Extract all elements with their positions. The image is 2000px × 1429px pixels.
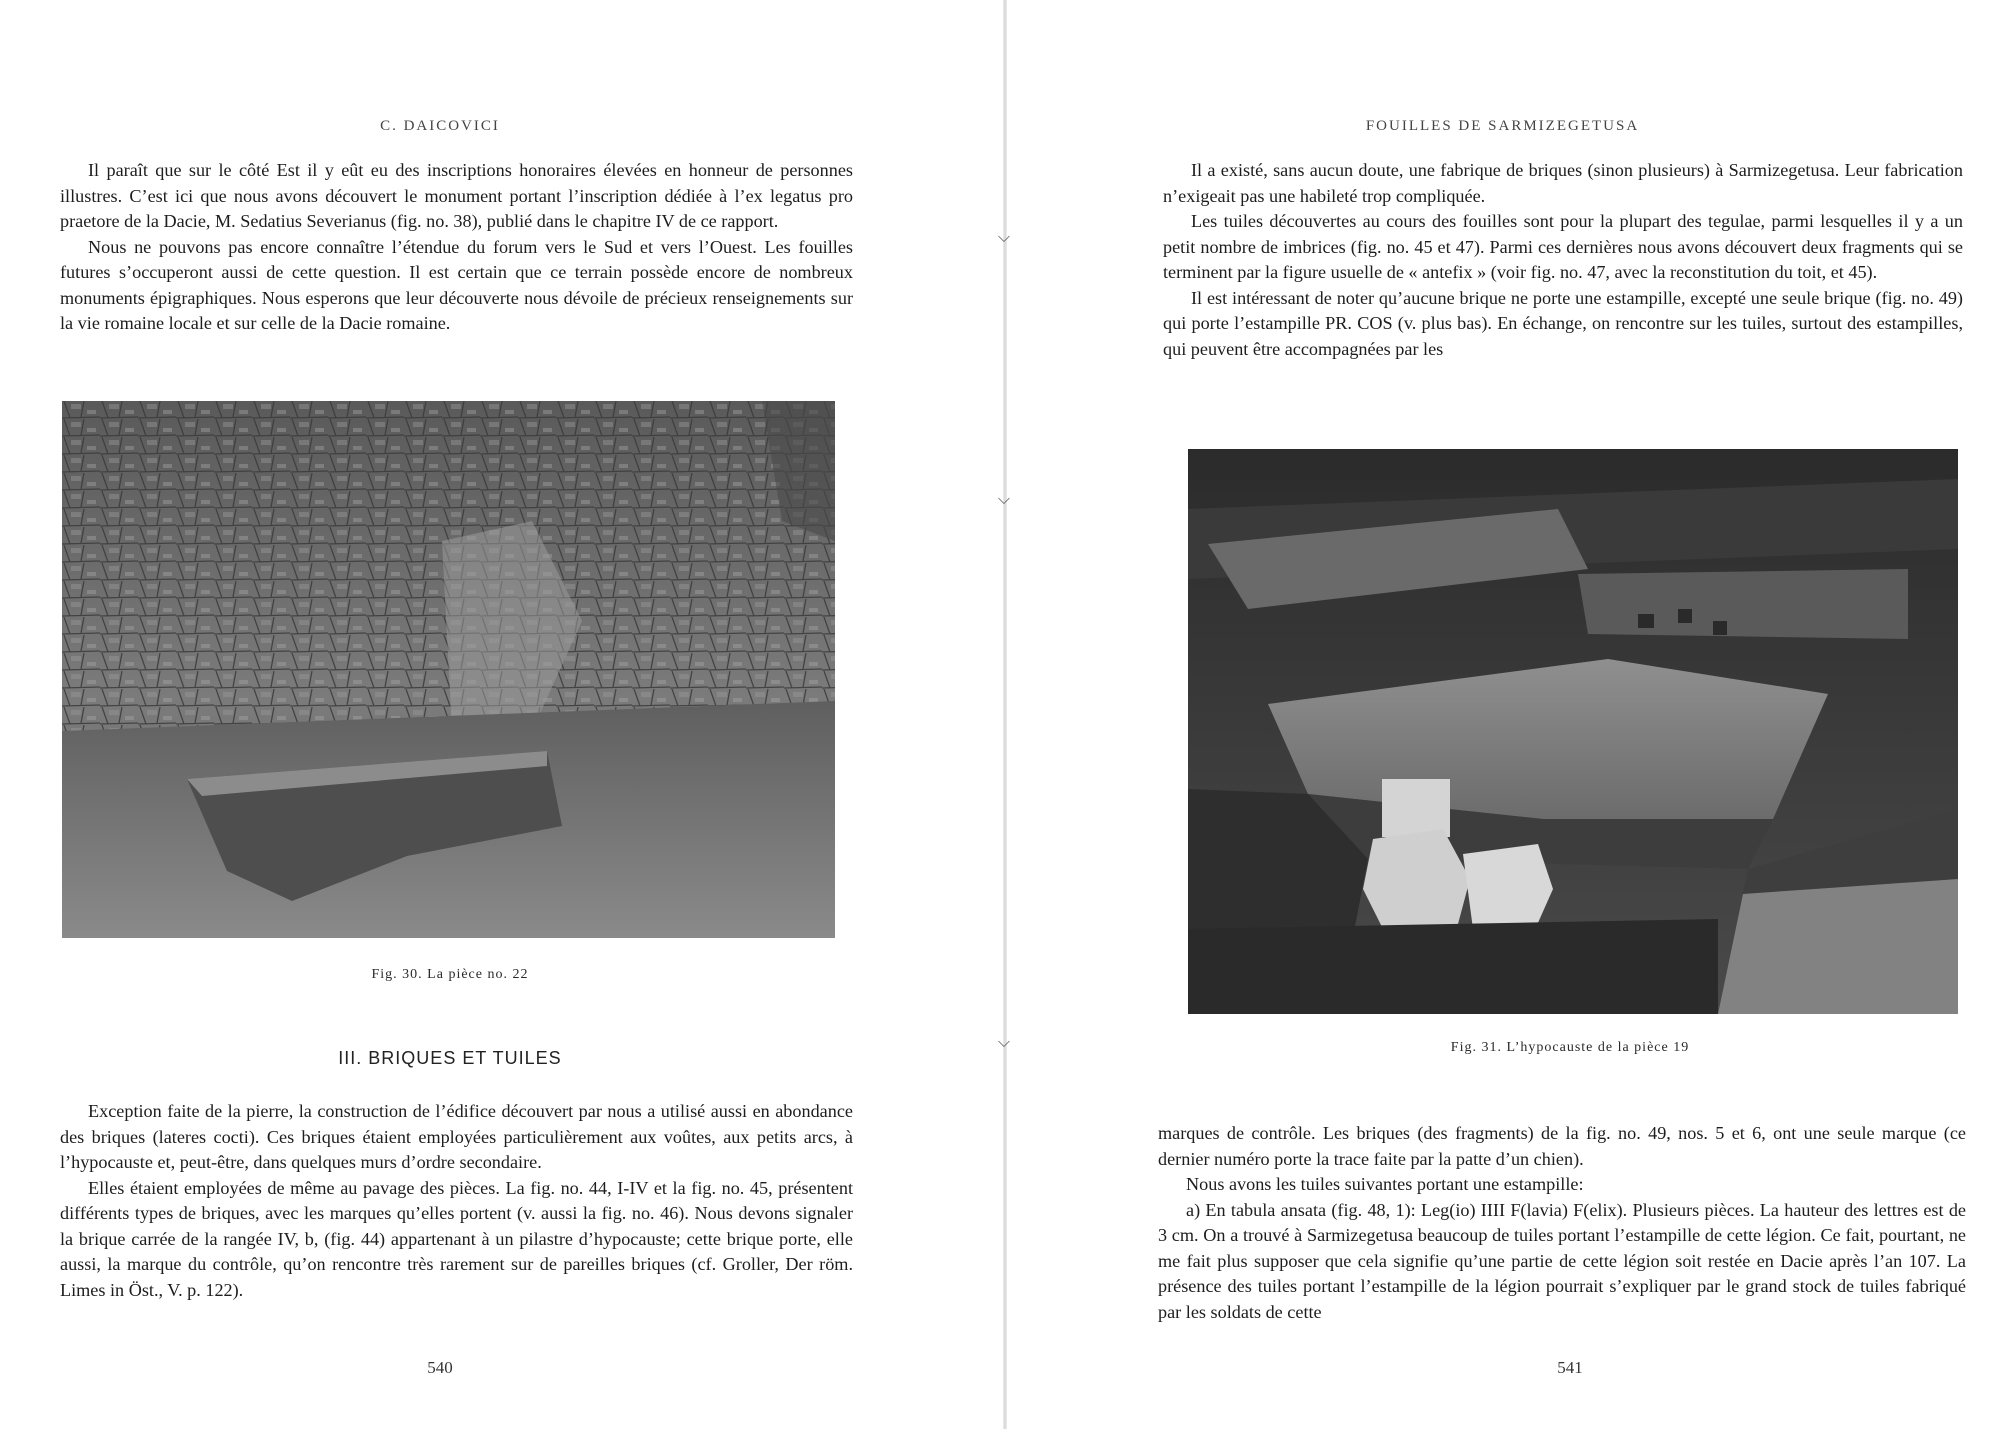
section-heading: III. BRIQUES ET TUILES [338,1048,562,1068]
paragraph: Il a existé, sans aucun doute, une fabrique de briques (sinon plusieurs) à Sarmizegetusa. Leur fabrication n’exigeait pas une habileté trop compliquée. [1163,160,1963,206]
paragraph: Il est intéressant de noter qu’aucune brique ne porte une estampille, excepté une seule brique (fig. no. 49) qui porte l’estampille PR. COS (v. plus bas). En échange, on rencontre sur les tuiles, surtout des estampilles, qui peuvent être accompagnées par les [1163,287,1963,359]
left-text-top [60,158,853,337]
paragraph: Nous avons les tuiles suivantes portant une estampille: [1186,1174,1584,1194]
running-head-right: FOUILLES DE SARMIZEGETUSA [1365,118,1640,134]
paragraph: Elles étaient employées de même au pavage des pièces. La fig. no. 44, I-IV et la fig. no. 45, présentent différents types de briques, avec les marques qu’elles portent (v. aussi la fig. no. 46). Nous devons signaler la brique carrée de la rangée IV, b, (fig. 44) appartenant à un pilastre d’hypocauste; cette brique porte, elle aussi, la marque du contrôle, qu’on rencontre très rarement sur de pareilles briques (cf. Groller, Der röm. Limes in Öst., V. p. 122). [60,1177,853,1300]
right-text-bottom [1158,1121,1966,1325]
right-page [1005,0,2000,1429]
page-number-right: 541 [1557,1358,1583,1377]
paragraph: marques de contrôle. Les briques (des fragments) de la fig. no. 49, nos. 5 et 6, ont une seule marque (ce dernier numéro porte la trace faite par la patte d’un chien). [1158,1123,1966,1169]
page-number-left: 540 [427,1358,453,1377]
paragraph: a) En tabula ansata (fig. 48, 1): Leg(io) IIII F(lavia) F(elix). Plusieurs pièces. La hauteur des lettres est de 3 cm. On a trouvé à Sarmizegetusa beaucoup de tuiles portant l’estampille de cette légion. Ce fait, pourtant, ne me fait plus supposer que cela signifie qu’une partie de cette légion soit restée en Dacie après l’an 107. La présence des tuiles portant l’estampille de la légion pourrait s’expliquer par le grand stock de tuiles fabriqué par les soldats de cette [1158,1199,1966,1322]
paragraph: Nous ne pouvons pas encore connaître l’étendue du forum vers le Sud et vers l’Ouest. Les fouilles futures s’occuperont aussi de cette question. Il est certain que ce terrain possède encore de nombreux monuments épigraphiques. Nous esperons que leur découverte nous dévoile de précieux renseignements sur la vie romaine locale et sur celle de la Dacie romaine. [60,236,853,333]
figure-30-caption: Fig. 30. La pièce no. 22 [371,967,529,982]
paragraph: Les tuiles découvertes au cours des fouilles sont pour la plupart des tegulae, parmi lesquelles il y a un petit nombre de imbrices (fig. no. 45 et 47). Parmi ces dernières nous avons découvert deux fragments qui se terminent par la figure usuelle de « antefix » (voir fig. no. 47, avec la reconstitution du toit, et 45). [1163,211,1963,282]
paragraph: Exception faite de la pierre, la construction de l’édifice découvert par nous a utilisé aussi en abondance des briques (lateres cocti). Ces briques étaient employées particulièrement aux voûtes, aux petits arcs, à l’hypocauste et, peut-être, dans quelques murs d’ordre secondaire. [60,1101,853,1172]
figure-31-caption: Fig. 31. L’hypocauste de la pièce 19 [1450,1040,1690,1055]
paragraph: Il paraît que sur le côté Est il y eût eu des inscriptions honoraires élevées en honneur de personnes illustres. C’est ici que nous avons découvert le monument portant l’inscription dédiée à l’ex legatus pro praetore de la Dacie, M. Sedatius Severianus (fig. no. 38), publié dans le chapitre IV de ce rapport. [60,160,853,231]
running-head-left: C. DAICOVICI [380,118,500,134]
left-text-bottom [60,1099,853,1303]
stitch-mark-icon: ⌵ [997,227,1011,246]
right-text-top [1163,158,1963,362]
stitch-mark-icon: ⌵ [997,489,1011,508]
figure-30-photo [62,401,835,938]
figure-31-photo [1188,449,1958,1014]
stitch-mark-icon: ⌵ [997,1032,1011,1051]
